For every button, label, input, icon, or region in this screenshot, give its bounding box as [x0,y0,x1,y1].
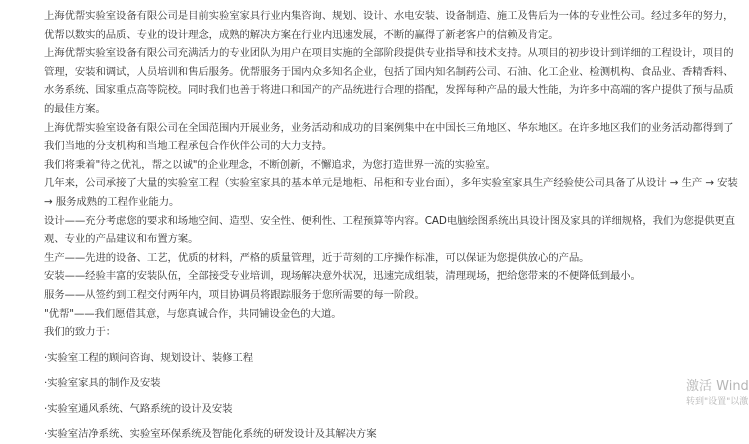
commitment-heading: 我们的致力于： [44,326,117,339]
team-paragraph: 上海优帮实验室设备有限公司充满活力的专业团队为用户在项目实施的全部阶段提供专业指导和技术支持。从项目的初步设计到详细的工程设计，项目的管理，安装和调试，人员培训和售后服务。优帮服务于国内众多知名企业，包括了国内知名制药公司、石油、化工企业、检测机构、食品业、香精香料、水务系统、国家重点高等院校。同时我们也善于将进口和国产的产品统进行合理的搭配，发挥每种产品的最大性能，为许多中高端的客户提供了预与品质的最佳方案。 [44,47,734,115]
design-paragraph: 设计——充分考虑您的要求和场地空间、造型、安全性、便利性、工程预算等内容。CAD电脑绘图系统出具设计图及家具的详细规格，我们为您提供更直观、专业的产品建议和布置方案。 [44,214,735,246]
philosophy-paragraph: 我们将秉着"待之优礼，帮之以诚"的企业理念，不断创新，不懈追求，为您打造世界一流的实验室。 [44,158,496,171]
list-item: ·实验室洁净系统、实验室环保系统及智能化系统的研发设计及其解决方案 [44,428,377,441]
watermark-title: 激活 Wind [686,379,749,394]
coverage-paragraph: 上海优帮实验室设备有限公司在全国范围内开展业务，业务活动和成功的目案例集中在中国长三角地区、华东地区。在许多地区我们的业务活动都得到了我们当地的分支机构和当地工程承包合作伙伴公司的大力支持。 [44,121,734,153]
production-paragraph: 生产——先进的设备、工艺，优质的材料，严格的质量管理，近于苛刻的工序操作标准，可以保证为您提供放心的产品。 [44,251,590,264]
list-item: ·实验室工程的顾问咨询、规划设计、装修工程 [44,351,254,364]
watermark-subtitle: 转到"设置"以激 [686,397,749,407]
experience-paragraph: 几年来，公司承接了大量的实验室工程（实验室家具的基本单元是地柜、吊柜和专业台面），多年实验室家具生产经验使公司具备了从设计 → 生产 → 安装 → 服务成熟的工程作业能力。 [44,177,738,208]
installation-paragraph: 安装——经验丰富的安装队伍，全部接受专业培训，现场解决意外状况，迅速完成组装，清理现场，把给您带来的不便降低到最小。 [44,270,641,283]
list-item: ·实验室家具的制作及安装 [44,377,161,390]
list-item: ·实验室通风系统、气路系统的设计及安装 [44,402,233,415]
article-content [44,7,738,444]
motto-paragraph: "优帮"——我们愿借其意，与您真诚合作，共同铺设金色的大道。 [44,307,342,320]
service-paragraph: 服务——从签约到工程交付两年内，项目协调员将跟踪服务于您所需要的每一阶段。 [44,288,425,301]
intro-paragraph: 上海优帮实验室设备有限公司是目前实验室家具行业内集咨询、规划、设计、水电安装、设备制造、施工及售后为一体的专业性公司。经过多年的努力，优帮以数实的品质、专业的设计理念，成熟的解决方案在行业内迅速发展，不断的赢得了新老客户的信赖及肯定。 [44,10,734,41]
activation-watermark [686,378,749,410]
